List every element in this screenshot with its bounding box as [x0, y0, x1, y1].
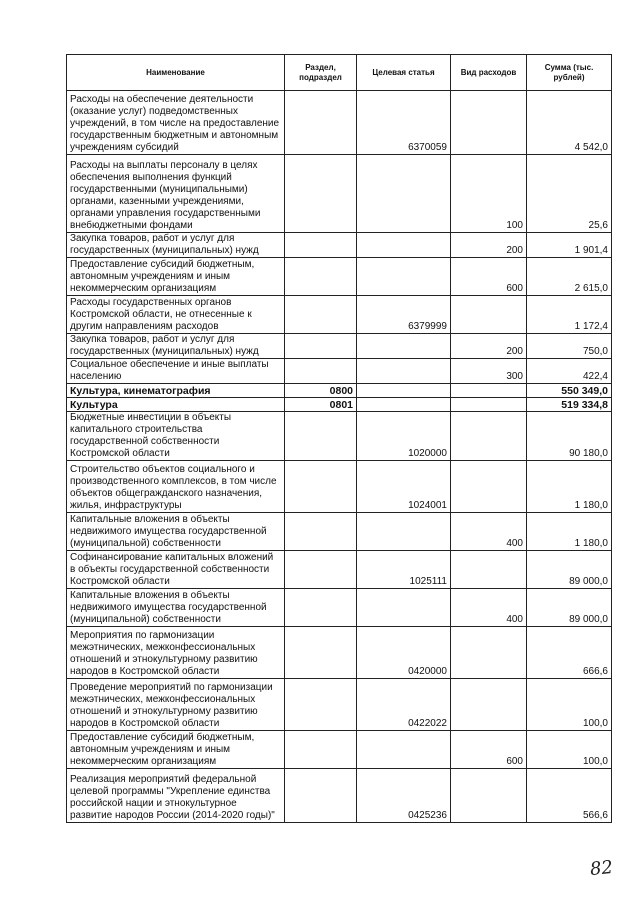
table-row — [67, 412, 612, 461]
table-row — [67, 551, 612, 589]
cell-section — [285, 155, 357, 233]
cell-sum: 566,6 — [527, 769, 612, 823]
cell-name: Расходы на выплаты персоналу в целях обеспечения выполнения функций государственными (муниципальными) органами, казенными учреждениями, органами управления государственными внебюджетными фондами — [67, 155, 285, 233]
cell-article: 6370059 — [357, 91, 451, 155]
cell-name: Расходы на обеспечение деятельности (оказание услуг) подведомственных учреждений, в том числе на предоставление государственным бюджетным и автономным учреждениям субсидий — [67, 91, 285, 155]
cell-section — [285, 679, 357, 731]
cell-section — [285, 258, 357, 296]
budget-table — [66, 54, 612, 823]
cell-article — [357, 258, 451, 296]
table-row — [67, 384, 612, 398]
cell-section — [285, 334, 357, 359]
header-section: Раздел, подраздел — [285, 55, 357, 91]
cell-section — [285, 359, 357, 384]
cell-name: Проведение мероприятий по гармонизации межэтнических, межконфессиональных отношений и этнокультурному развитию народов в Костромской области — [67, 679, 285, 731]
cell-name: Культура — [67, 398, 285, 412]
cell-type — [451, 551, 527, 589]
table-row — [67, 461, 612, 513]
cell-sum: 1 180,0 — [527, 513, 612, 551]
cell-name: Закупка товаров, работ и услуг для государственных (муниципальных) нужд — [67, 233, 285, 258]
table-header-row — [67, 55, 612, 91]
table-row — [67, 233, 612, 258]
cell-name: Капитальные вложения в объекты недвижимого имущества государственной (муниципальной) собственности — [67, 513, 285, 551]
cell-sum: 550 349,0 — [527, 384, 612, 398]
cell-section — [285, 731, 357, 769]
page-number: 82 — [588, 856, 614, 881]
cell-section: 0801 — [285, 398, 357, 412]
cell-name: Предоставление субсидий бюджетным, автономным учреждениям и иным некоммерческим организациям — [67, 731, 285, 769]
cell-name: Софинансирование капитальных вложений в объекты государственной собственности Костромской области — [67, 551, 285, 589]
table-row — [67, 296, 612, 334]
cell-sum: 89 000,0 — [527, 589, 612, 627]
cell-article: 0425236 — [357, 769, 451, 823]
cell-name: Расходы государственных органов Костромской области, не отнесенные к другим направлениям расходов — [67, 296, 285, 334]
cell-article — [357, 155, 451, 233]
cell-section — [285, 233, 357, 258]
table-row — [67, 155, 612, 233]
cell-section — [285, 769, 357, 823]
cell-section — [285, 513, 357, 551]
cell-sum: 100,0 — [527, 731, 612, 769]
cell-type — [451, 384, 527, 398]
table-row — [67, 359, 612, 384]
header-sum: Сумма (тыс. рублей) — [527, 55, 612, 91]
cell-sum: 519 334,8 — [527, 398, 612, 412]
cell-article — [357, 513, 451, 551]
cell-name: Социальное обеспечение и иные выплаты населению — [67, 359, 285, 384]
cell-type — [451, 769, 527, 823]
cell-name: Реализация мероприятий федеральной целевой программы "Укрепление единства российской нации и этнокультурное развитие народов России (2014-2020 годы)" — [67, 769, 285, 823]
table-row — [67, 258, 612, 296]
cell-sum: 89 000,0 — [527, 551, 612, 589]
table-row — [67, 334, 612, 359]
cell-sum: 2 615,0 — [527, 258, 612, 296]
cell-article: 1024001 — [357, 461, 451, 513]
table-row — [67, 91, 612, 155]
cell-sum: 4 542,0 — [527, 91, 612, 155]
cell-section — [285, 589, 357, 627]
table-row — [67, 627, 612, 679]
cell-type: 600 — [451, 731, 527, 769]
cell-sum: 25,6 — [527, 155, 612, 233]
header-type: Вид расходов — [451, 55, 527, 91]
cell-section — [285, 91, 357, 155]
cell-section: 0800 — [285, 384, 357, 398]
cell-article — [357, 398, 451, 412]
table-row — [67, 398, 612, 412]
cell-article — [357, 334, 451, 359]
cell-article — [357, 359, 451, 384]
cell-sum: 750,0 — [527, 334, 612, 359]
cell-type — [451, 296, 527, 334]
cell-article — [357, 233, 451, 258]
cell-name: Предоставление субсидий бюджетным, автономным учреждениям и иным некоммерческим организациям — [67, 258, 285, 296]
cell-type: 300 — [451, 359, 527, 384]
cell-section — [285, 461, 357, 513]
table-row — [67, 731, 612, 769]
cell-type — [451, 461, 527, 513]
cell-section — [285, 627, 357, 679]
cell-sum: 1 901,4 — [527, 233, 612, 258]
cell-type — [451, 627, 527, 679]
cell-sum: 90 180,0 — [527, 412, 612, 461]
cell-article — [357, 384, 451, 398]
cell-sum: 1 180,0 — [527, 461, 612, 513]
cell-article: 1020000 — [357, 412, 451, 461]
cell-type: 400 — [451, 589, 527, 627]
table-row — [67, 769, 612, 823]
cell-sum: 422,4 — [527, 359, 612, 384]
cell-sum: 666,6 — [527, 627, 612, 679]
cell-sum: 100,0 — [527, 679, 612, 731]
cell-name: Культура, кинематография — [67, 384, 285, 398]
cell-type — [451, 398, 527, 412]
cell-type: 400 — [451, 513, 527, 551]
header-article: Целевая статья — [357, 55, 451, 91]
cell-type: 200 — [451, 233, 527, 258]
cell-article: 0420000 — [357, 627, 451, 679]
table-row — [67, 589, 612, 627]
cell-article — [357, 731, 451, 769]
cell-article: 1025111 — [357, 551, 451, 589]
cell-name: Бюджетные инвестиции в объекты капитального строительства государственной собственности Костромской области — [67, 412, 285, 461]
cell-type — [451, 679, 527, 731]
cell-type — [451, 412, 527, 461]
cell-name: Капитальные вложения в объекты недвижимого имущества государственной (муниципальной) собственности — [67, 589, 285, 627]
cell-section — [285, 412, 357, 461]
header-name: Наименование — [67, 55, 285, 91]
cell-article: 0422022 — [357, 679, 451, 731]
cell-type — [451, 91, 527, 155]
cell-name: Мероприятия по гармонизации межэтнических, межконфессиональных отношений и этнокультурному развитию народов в Костромской области — [67, 627, 285, 679]
cell-section — [285, 551, 357, 589]
cell-sum: 1 172,4 — [527, 296, 612, 334]
cell-article — [357, 589, 451, 627]
cell-type: 600 — [451, 258, 527, 296]
cell-article: 6379999 — [357, 296, 451, 334]
cell-name: Строительство объектов социального и производственного комплексов, в том числе объектов общегражданского назначения, жилья, инфраструктуры — [67, 461, 285, 513]
cell-type: 100 — [451, 155, 527, 233]
table-row — [67, 513, 612, 551]
cell-type: 200 — [451, 334, 527, 359]
cell-name: Закупка товаров, работ и услуг для государственных (муниципальных) нужд — [67, 334, 285, 359]
table-row — [67, 679, 612, 731]
cell-section — [285, 296, 357, 334]
